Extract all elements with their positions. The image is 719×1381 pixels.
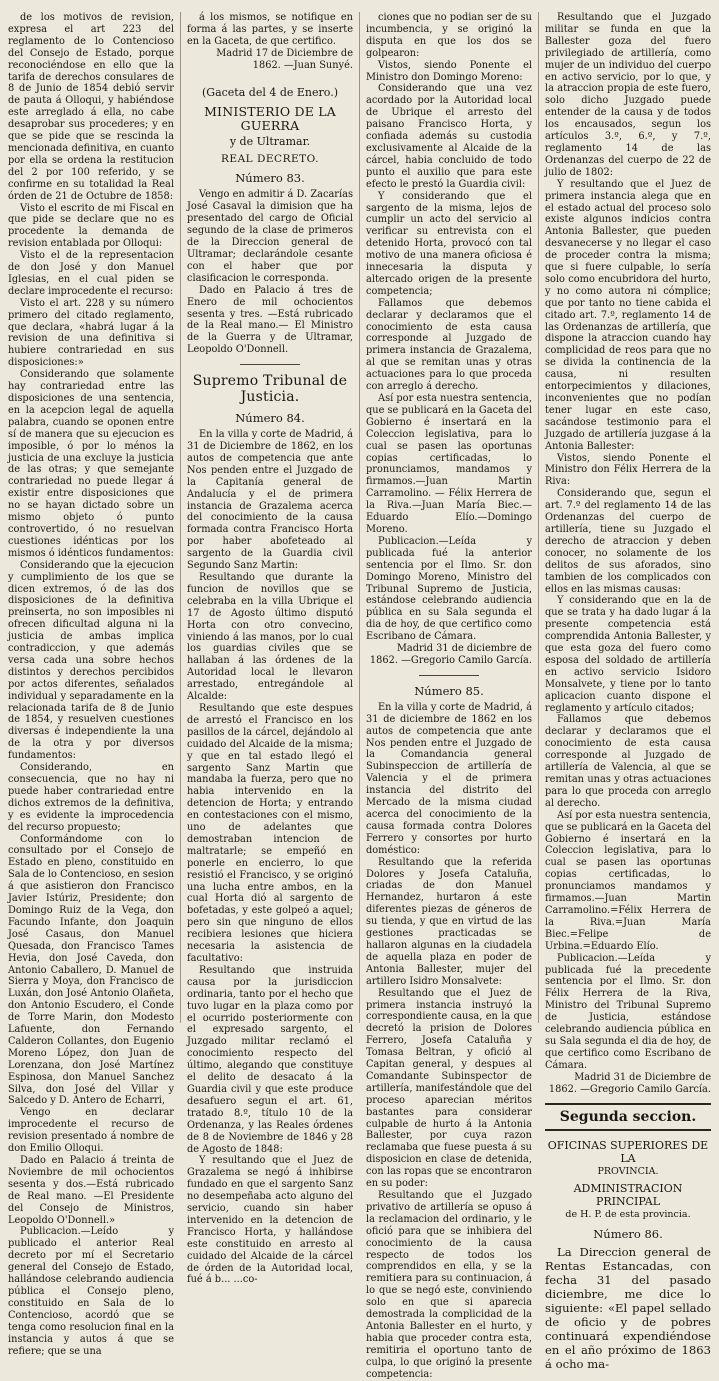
date-line: Madrid 31 de Diciembre de 1862. —Gregorio Camilo García. (548, 1071, 711, 1095)
ministry-title: MINISTERIO DE LA GUERRA (204, 103, 336, 133)
paragraph: Visto el art. 228 y su número primero del citado reglamento, que declara, «habrá lugar á la revision de una definitiva si hubiere contrariedad en sus disposiciones:» (8, 297, 174, 369)
paragraph: Publicacion.—Leído y publicado el anterior Real decreto por mí el Secretario general del Consejo de Estado, hallándose celebrando audiencia pública el Consejo pleno, constituido en Sala de lo Contencioso, acordó que se tenga como resolucion final en la instancia y autos á que se refiere; que se una (8, 1226, 174, 1357)
ministry-subtitle: y de Ultramar. (229, 134, 311, 148)
case-number: Número 85. (414, 683, 484, 698)
case-number: Número 84. (235, 411, 305, 426)
gaceta-reference: (Gaceta del 4 de Enero.) (202, 85, 338, 99)
paragraph: Considerando, en consecuencia, que no hay ni puede haber contrariedad entre dichos extremos de la definitiva, y es evidente la improcedencia del recurso propuesto; (8, 762, 174, 833)
paragraph: Resultando que la referida Dolores y Josefa Cataluña, criadas de don Manuel Hernandez, hurtaron á este diferentes piezas de géneros de su tienda, y que en virtud de las gestiones practicadas se hallaron algunas en la ciudadela de aquella plaza en poder de Antonia Ballester, mujer del artillero Isidro Monsalvete: (366, 856, 532, 987)
tribunal-title: Supremo Tribunal de Justicia. (192, 373, 348, 406)
date-line: Madrid 17 de Diciembre de 1862. —Juan Sunyé. (216, 47, 353, 71)
date-line: Madrid 31 de diciembre de 1862. —Gregorio Camilo García. (369, 643, 532, 666)
column-3 (359, 12, 532, 1380)
paragraph: Fallamos que debemos declarar y declaramos que el conocimiento de esta causa corresponde al Juzgado de artillería de Valencia, al que se remitan unas y otras actuaciones para lo que proceda con arreglo al derecho. (545, 714, 711, 809)
offices-heading: OFICINAS SUPERIORES DE LA (547, 1139, 709, 1166)
paragraph: Considerando que una vez acordado por la Autoridad local de Ubrique el arresto del paisano Francisco Horta, y confiada además su custodia exclusivamente al Alcaide de la cárcel, habia concluido de todo punto el auxilio que para este efecto le prestó la Guardia civil: (366, 83, 532, 190)
column-1 (8, 12, 174, 1357)
paragraph: Fallamos que debemos declarar y declaramos que el conocimiento de esta causa corresponde al Juzgado de primera instancia de Grazalema, al que se remitan unas y otras actuaciones para lo que proceda con arreglo á derecho. (366, 297, 532, 393)
paragraph: Dado en Palacio á tres de Enero de mil ochocientos sesenta y tres. —Está rubricado de la Real mano.— El Ministro de la Guerra y de Ultramar, Leopoldo O'Donnell. (187, 284, 353, 356)
paragraph: Y considerando que el sargento de la misma, lejos de cumplir un acto del servicio al verificar su entrevista con el detenido Horta, provocó con tal motivo de una manera oficiosa é innecesaria la disputa y altercado origen de la presente competencia; (366, 190, 532, 297)
paragraph: Considerando que solamente hay contrariedad entre las disposiciones de una sentencia, en la acepcion legal de aquella palabra, cuando se oponen entre sí de manera que su ejecucion es imposible, ó por lo ménos la justicia de una excluye la justicia de las otras; y que semejante contrariedad no puede llegar á existir entre disposiciones que no se hayan dictado sobre un mismo objeto ó punto controvertido, ó no resuelvan cuestiones idénticas por los mismos ó idénticos fundamentos: (8, 369, 174, 559)
paragraph: Vistos, siendo Ponente el Ministro don Félix Herrera de la Riva: (545, 452, 711, 488)
admin-heading: ADMINISTRACION PRINCIPAL (573, 1182, 683, 1209)
paragraph: Resultando que el Juzgado militar se funda en que la Ballester goza del fuero privilegiado de artillería, como mujer de un individuo del cuerpo en activo servicio, por lo que, y la atraccion propia de este fuero, solo dicho Juzgado puede entender de la causa y de todos los encausados, segun los artículos 3.º, 6.º, y 7.º, reglamento 14 de las Ordenanzas del cuerpo de 22 de julio de 1802: (545, 12, 711, 178)
notice-number: Número 86. (593, 1227, 663, 1242)
paragraph: Vengo en declarar improcedente el recurso de revision presentado á nombre de don Emilio Olloqui. (8, 1107, 174, 1155)
paragraph: á los mismos, se notifique en forma á las partes, y se inserte en la Gaceta, de que certifico. (187, 12, 353, 47)
paragraph: Y considerando que en la de que se trata y ha dado lugar á la presente competencia está comprendida Antonia Ballester, y que esta goza del fuero como esposa del soldado de artillería en activo servicio Isidoro Monsalvete, y tiene por lo tanto aplicacion cuanto dispone el reglamento y artículo citados; (545, 595, 711, 714)
divider (240, 364, 300, 365)
paragraph: Considerando que la ejecucion y cumplimiento de los que se dicen extremos, ó de las dos disposiciones de la definitiva preinserta, no son imposibles ni ofrecen dificultad alguna ni la justicia de ambas implica contradiccion, y que además versa cada una sobre hechos distintos y derechos percibidos por actos diferentes, señalados individual y separadamente en la relacionada tarifa de 8 de Junio de 1854, y resuelven cuestiones diversas é independiente la una de la otra y por diversos fundamentos: (8, 559, 174, 762)
column-2 (180, 12, 353, 1286)
paragraph: Resultando que este despues de arrestó el Francisco en los pasillos de la cárcel, dejándolo al cuidado del Alcaide de la misma; y que en tal estado llegó el sargento Sanz Martin que mandaba la fuerza, pero que no habia intervenido en la detencion de Horta; y entrando en contestaciones con el mismo, uno de adelantes que demostraban intencion de maltratarle; se empeñó en ponerle en encierro, lo que resistió el Francisco, y se originó una lucha entre ambos, en la cual Horta dió al sargento de bofetadas, y este golpeó a aquel; pero sin que ninguno de ellos recibiera lesiones que hiciera necesaria la asistencia de facultativo: (187, 702, 353, 964)
column-4 (538, 12, 711, 1372)
paragraph: Publicacion.—Leída y publicada fué la anterior sentencia por el Ilmo. Sr. don Domingo Moreno, Ministro del Tribunal Supremo de Justicia, estándose celebrando audiencia pública en su Sala segunda el dia de hoy, de que certifico como Escribano de Cámara. (366, 535, 532, 643)
paragraph: Dado en Palacio á treinta de Noviembre de mil ochocientos sesenta y dos.—Está rubricado de Real mano. —El Presidente del Consejo de Ministros, Leopoldo O'Donnell.» (8, 1155, 174, 1226)
paragraph: Así por esta nuestra sentencia, que se publicará en la Gaceta del Gobierno é insertará en la Coleccion legislativa, para lo cual se pasen las oportunas copias certificadas, lo pronunciamos, mandamos y firmamos.—Juan Martin Carramolino. — Félix Herrera de la Riva.—Juan María Biec.—Eduardo Elío.—Domingo Moreno. (366, 393, 532, 535)
paragraph: Así por esta nuestra sentencia, que se publicará en la Gaceta del Gobierno é insertará en la Coleccion legislativa, para lo cual se pasen las oportunas copias certificadas, lo pronunciamos mandamos y firmamos.—Juan Martin Carramolino.=Félix Herrera de la Riva.=Juan María Biec.=Felipe de Urbina.=Eduardo Elío. (545, 809, 711, 952)
paragraph: Resultando que el Juzgado privativo de artillería se opuso á la reclamacion del ordinario, y le ofició para que se inhibiera del conocimiento de la causa respecto de todos los comprendidos en ella, y se la remitiera para su continuacion, á lo que se negó este, conviniendo solo en que si aparecia demostrada la complicidad de la Antonia Ballester en el hurto, y habia que proceder contra esta, remitiria el oportuno tanto de culpa, lo que originó la presente competencia: (366, 1190, 532, 1380)
paragraph: Publicacion.—Leída y publicada fué la precedente sentencia por el Ilmo. Sr. don Félix Herrera de la Riva, Ministro del Tribunal Supremo de Justicia, estándose celebrando audiencia pública en su Sala segunda el dia de hoy, de que certifico como Escribano de Cámara. (545, 952, 711, 1071)
decree-number: Número 83. (235, 171, 305, 186)
paragraph: Resultando que el Juez de primera instancia instruyó la correspondiente causa, en la que decretó la prision de Dolores Ferrero, Josefa Cataluña y Tomasa Beltran, y ofició al Capitan general, y despues al Comandante Subinspector de artillería, manifestándole que del proceso aparecian méritos bastantes para considerar culpable de hurto á la Antonia Ballester, por cuya razon reclamaba que fuese puesta á su disposicion en clase de detenida, con las ropas que se encontraron en su poder: (366, 987, 532, 1190)
paragraph: Resultando que durante la funcion de novillos que se celebraba en la villa Ubrique el 17 de Agosto último disputó Horta con otro convecino, viniendo á las manos, por lo cual los guardias civiles que se hallaban á las órdenes de la Autoridad local le llevaron arrestado, entregándole al Alcalde: (187, 572, 353, 703)
paragraph: Visto el escrito de mi Fiscal en que pide se declare que no es procedente la demanda de revision entablada por Olloqui: (8, 202, 174, 250)
paragraph: Y resultando que el Juez de primera instancia alega que en el estado actual del proceso solo existe algunos indicios contra Antonia Ballester, que pueden desvanecerse y no llegar el caso de proceder contra la misma; que si fuere culpable, lo sería solo como encubridora del hurto, y no como autora ni cómplice; que por tanto no tiene cabida el citado art. 7.º, reglamento 14 de las Ordenanzas de artillería, que dispone la atraccion cuando hay complicidad de reos para que no se divida la continencia de la causa, ni resulten entorpecimientos y dilaciones, inconvenientes que no podían tener lugar en este caso, sacándose testimonio para el Juzgado de artillería juzgase á la Antonia Ballester: (545, 178, 711, 452)
divider (419, 675, 479, 676)
paragraph: La Direccion general de Rentas Estancadas, con fecha 31 del pasado diciembre, me dice lo siguiente: «El papel sellado de oficio y de pobres continuará expendiéndose en el año próximo de 1863 á ocho ma- (545, 1245, 711, 1372)
paragraph: Considerando que, segun el art. 7.º del reglamento 14 de las Ordenanzas del cuerpo de artillería, tiene su Juzgado el derecho de atraccion y deben conocer, no solamente de los delitos de sus aforados, sino tambien de los complicados con ellos en las mismas causas: (545, 488, 711, 595)
paragraph: Conformándome con lo consultado por el Consejo de Estado en pleno, constituido en Sala de lo Contencioso, en sesion á que asistieron don Francisco Javier Istúriz, Presidente; don Domingo Ruiz de la Vega, don Facundo Infante, don Joaquin José Casaus, don Manuel Quesada, don Francisco Tames Hevia, don José Caveda, don Antonio Caballero, D. Manuel de Sierra y Moya, don Francisco de Luxán, don José Antonio Olañeta, don Antonio Escudero, el Conde de Torre Marin, don Modesto Lafuente, don Fernando Calderon Collantes, don Eugenio Moreno López, don Juan de Lorenzana, don José Martínez Espinosa, don Manuel Sanchez Silva, don José del Villar y Salcedo y D. Antero de Echarri, (8, 833, 174, 1107)
paragraph: ciones que no podian ser de su incumbencia, y se originó la disputa en que los dos se golpearon: (366, 12, 532, 59)
paragraph: Vengo en admitir á D. Zacarías José Casaval la dimision que ha presentado del cargo de Oficial segundo de la clase de primeros de la Direccion general de Ultramar; declarándole cesante con el haber que por clasificacion le corresponda. (187, 189, 353, 284)
decree-label: REAL DECRETO. (221, 152, 319, 165)
province-heading: PROVINCIA. (597, 1166, 659, 1178)
paragraph: En la villa y corte de Madrid, á 31 de Diciembre de 1862, en los autos de competencia que ante Nos penden entre el Juzgado de la Capitanía general de Andalucía y el de primera instancia de Grazalema acerca del conocimiento de la causa formada contra Francisco Horta por haber abofeteado al sargento de la Guardia civil Segundo Sanz Martin: (187, 429, 353, 572)
paragraph: Resultando que instruida causa por la jurisdiccion ordinaria, tanto por el hecho que tuvo lugar en la plaza como por el ocurrido posteriormente con el expresado sargento, el Juzgado militar reclamó el conocimiento respecto del último, alegando que constituye el delito de desacato á la Guardia civil y que este produce desafuero segun el art. 61, tratado 8.º, título 10 de la Ordenanza, y las Reales órdenes de 8 de Noviembre de 1846 y 28 de Agosto de 1848: (187, 964, 353, 1155)
paragraph: Y resultando que el Juez de Grazalema se negó á inhibirse fundado en que el sargento Sanz no desempeñaba acto alguno del servicio, cuando sin haber intervenido en la detencion de Francisco Horta, y hallándose este constituido en arresto al cuidado del Alcaide de la cárcel de órden de la Autoridad local, fué á b... ...co- (187, 1155, 353, 1286)
paragraph: En la villa y corte de Madrid, á 31 de diciembre de 1862 en los autos de competencia que ante Nos penden entre el Juzgado de la Comandancia general Subinspeccion de artillería de Valencia y el de primera instancia del distrito del Mercado de la misma ciudad acerca del conocimiento de la causa formada contra Dolores Ferrero y consortes por hurto doméstico: (366, 701, 532, 856)
paragraph: Visto el de la representacion de don José y don Manuel Iglesias, en el cual piden se declare improcedente el recurso: (8, 250, 174, 297)
admin-subheading: de H. P. de esta provincia. (565, 1209, 691, 1221)
paragraph: de los motivos de revision, expresa el art 223 del reglamento de lo Contencioso del Consejo de Estado, porque reconociéndose en ello que la tarifa de derechos consulares de 8 de Junio de 1854 debió servir de pauta á Olloqui, y habiéndose este arreglado á ella, no cabe desaprobar sus procederes; y en que se pide que se rescinda la mencionada definitiva, en cuanto por ella se ordena la restitucion del 2 por 100 referido, y se confirme en su totalidad la Real órden de 21 de Octubre de 1858: (8, 12, 174, 202)
paragraph: Vistos, siendo Ponente el Ministro don Domingo Moreno: (366, 59, 532, 83)
section-title: Segunda seccion. (545, 1103, 711, 1131)
